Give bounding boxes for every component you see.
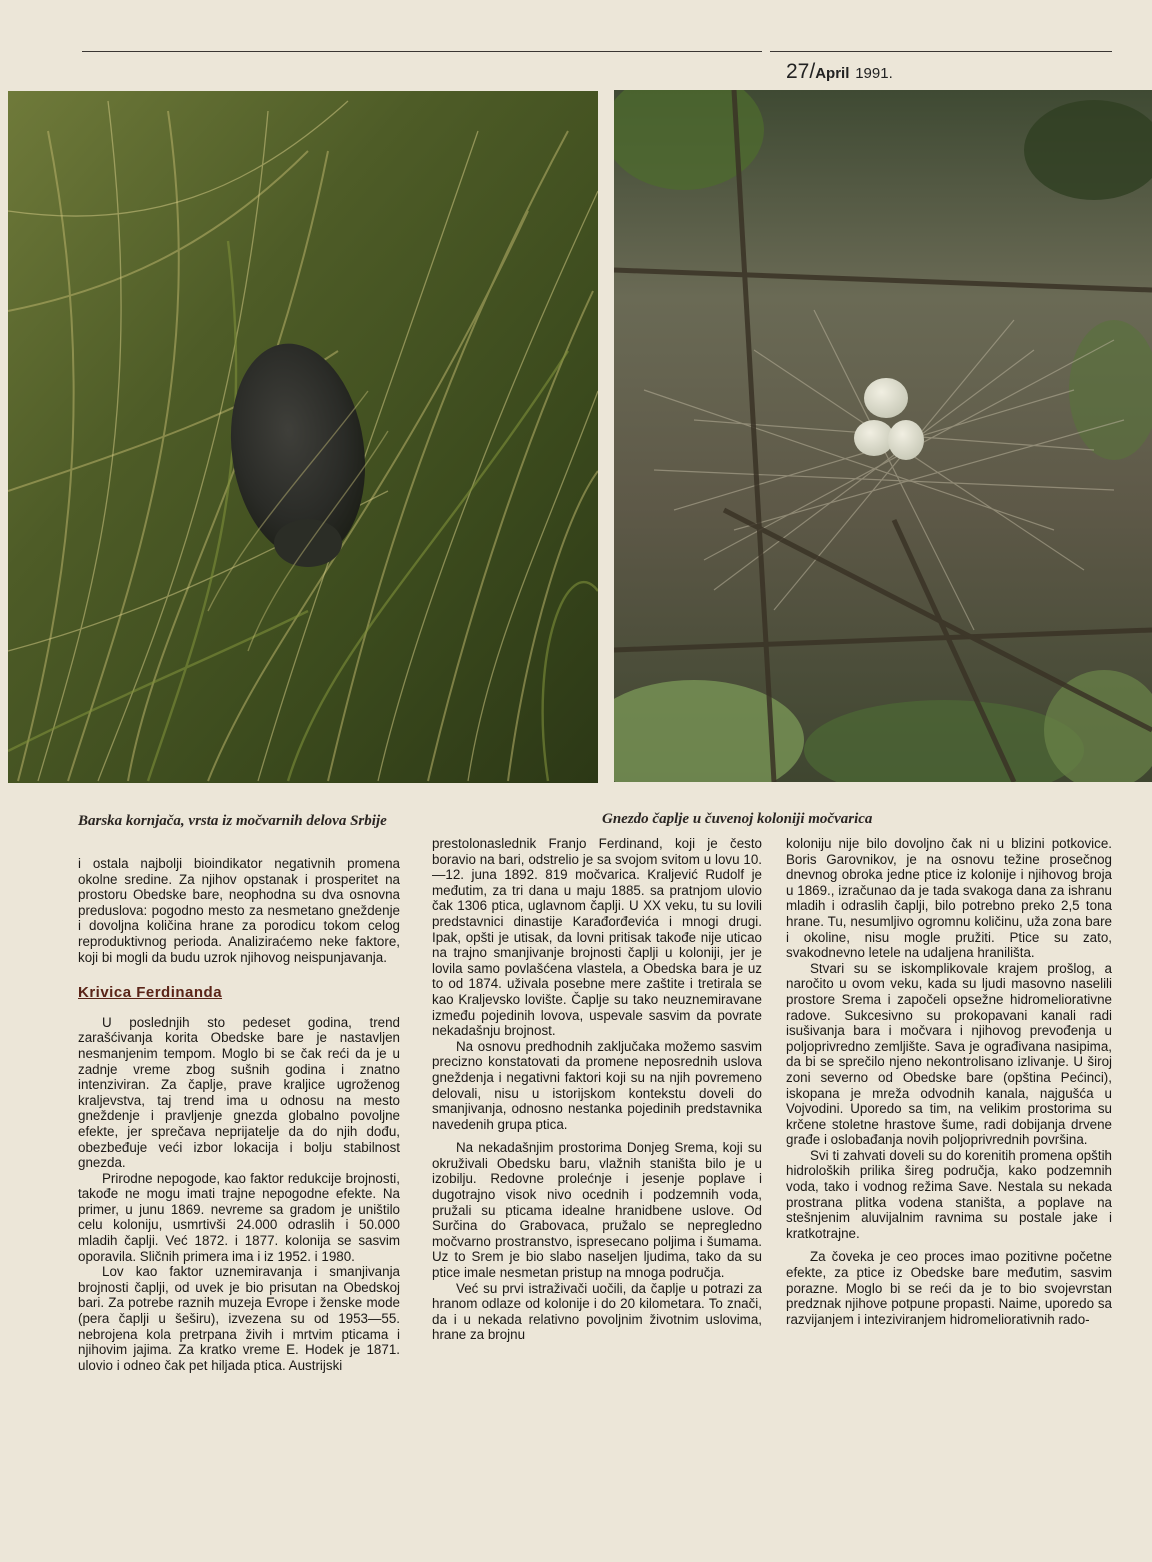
article-column-2 (432, 836, 762, 1343)
turtle-photo-art (8, 91, 598, 783)
article-column-1 (78, 856, 400, 1373)
header-rule-left (82, 51, 762, 52)
paragraph: Na osnovu predhodnih zaključaka možemo sasvim precizno konstatovati da promene neposrednih uslova gneždenja i negativni faktori koji su na njih povremeno delovali, nisu u istorijskom kontekstu doveli do smanjivanja, odnosno nestanka pojedinih predstavnika navedenih grupa ptica. (432, 1038, 762, 1132)
folio-year: 1991. (855, 65, 893, 82)
paragraph: koloniju nije bilo dovoljno čak ni u blizini potkovice. Boris Garovnikov, je na osnovu težine prosečnog dnevnog obroka jedne ptice iz kolonije i njihovog broja u 1869., izračunao da je tada svakoga dana za ishranu mladih i odraslih čaplji, bilo potrebno preko 2,5 tona hrane. Tu, nesumljivo ogromnu količinu, uža zona bare i okoline, nisu mogle pružiti. Ptice su zato, svakodnevno letele na udaljena hranilišta. (786, 836, 1112, 961)
paragraph: U poslednjih sto pedeset godina, trend zarašćivanja korita Obedske bare je nastavljen nesmanjenim tempom. Moglo bi se čak reći da je u zadnje vreme zbog sušnih godina i znatno intenziviran. Za čaplje, prave kraljice ugroženog kraljevstva, taj trend ima u odnosu na mesto gneždenje i pravljenje gnezda globalno povoljne efekte, jer sprečava neprijatelje da do njih dođu, obezbeđuje veći izbor lokacija i bolju stabilnost gnezda. (78, 1014, 400, 1171)
paragraph: prestolonaslednik Franjo Ferdinand, koji je često boravio na bari, odstrelio je sa svojom svitom u lovu 10.—12. juna 1892. 819 močvarica. Kraljević Rudolf je međutim, za tri dana u maju 1885. sa pratnjom ulovio čak 1306 ptica, uglavnom čaplji. U XX veku, tu su lovili predstavnici dinastije Karađorđevića i mnogi drugi. Ipak, opšti je utisak, da lovni pritisak takođe nije uticao na trajno smanjivanje brojnosti čaplji u koloniji, jer je lovila samo povlašćena vlastela, a Obedska bara je uz to od 1874. uživala posebne mere zaštite i tretirala se kao Kraljevsko lovište. Čaplje su tako neuznemiravane između pojedinih lovova, uspevale sasvim da povrate nekadašnju brojnost. (432, 836, 762, 1039)
article-column-3 (786, 836, 1112, 1327)
folio-month: April (815, 65, 850, 82)
turtle-in-grass-photo (8, 91, 598, 783)
paragraph: i ostala najbolji bioindikator negativnih promena okolne sredine. Za njihov opstanak i prosperitet na prostoru Obedske bare, neophodna su dva osnovna preduslova: pogodno mesto za nesmetano gneždenje i dovoljna količina hrane za porodicu tokom celog reproduktivnog perioda. Analiziraćemo neke faktore, koji bi mogli da budu uzrok njihovog neispunjavanja. (78, 856, 400, 965)
paragraph: Prirodne nepogode, kao faktor redukcije brojnosti, takođe ne mogu imati trajne nepogodne efekte. Na primer, u junu 1869. nevreme sa gradom je uništilo celu koloniju, usmrtivši 24.000 odraslih i 50.000 mladih čaplji. Već 1872. i 1877. kolonija se sasvim oporavila. Sličnih primera ima i iz 1952. i 1980. (78, 1170, 400, 1264)
heron-nest-with-eggs-photo (614, 90, 1152, 782)
caption-turtle: Barska kornjača, vrsta iz močvarnih delova Srbije (78, 813, 387, 829)
paragraph: Svi ti zahvati doveli su do korenitih promena opštih hidroloških prilika šireg područja, kako podzemnih voda, tako i vodnog režima Save. Nestala su nekada prostrana plitka vodena staništa, a poplave na stešnjenim aluvijalnim ravnima su postale jake i kratkotrajne. (786, 1147, 1112, 1241)
folio-separator: / (809, 60, 816, 83)
nest-photo-art (614, 90, 1152, 782)
caption-nest: Gnezdo čaplje u čuvenoj koloniji močvarica (602, 811, 873, 827)
page-number: 27 (786, 60, 810, 83)
paragraph: Na nekadašnjim prostorima Donjeg Srema, koji su okruživali Obedsku baru, vlažnih staništa bilo je u izobilju. Redovne prolećnje i jesenje poplave i dugotrajno visok nivo ocednih i podzemnih voda, pružali su pticama idealne hranidbene uslove. Od Surčina do Grabovaca, pružalo se nepregledno močvarno prostranstvo, ispresecano poljima i šumama. Uz to Srem je bio slabo naseljen ljudima, tako da su ptice imale nesmetan pristup na mnoga područja. (432, 1140, 762, 1281)
page-folio (786, 60, 893, 84)
header-rule-right (770, 51, 1112, 52)
paragraph: Za čoveka je ceo proces imao pozitivne početne efekte, za ptice iz Obedske bare međutim, sasvim porazne. Moglo bi se reći da je to bio svojevrstan predznak njihove potpune propasti. Naime, uporedo sa razvijanjem i inteziviranjem hidromeliorativnih rado- (786, 1249, 1112, 1327)
paragraph: Lov kao faktor uznemiravanja i smanjivanja brojnosti čaplji, od uvek je bio prisutan na Obedskoj bari. Za potrebe raznih muzeja Evrope i ženske mode (pera čaplji u šeširu), izvezena su od 1953—55. nebrojena kola pretrpana živih i mrtvim pticama i njihovim jajima. Za kratko vreme E. Hodek je 1871. ulovio i odneo čak pet hiljada ptica. Austrijski (78, 1264, 400, 1373)
paragraph: Stvari su se iskomplikovale krajem prošlog, a naročito u ovom veku, kada su ljudi masovno naselili prostore Srema i započeli opsežne hidromeliorativne radove. Sukcesivno su prokopavani kanali radi isušivanja bara i močvara i njihovog prevođenja u poljoprivredno zemljište. Sava je ograđivana nasipima, da bi se sprečilo njeno nekontrolisano izlivanje. U široj zoni severno od Obedske bare (opština Pećinci), iskopana je mreža odvodnih kanala, najgušća u Vojvodini. Uporedo sa tim, na velikim prostorima su krčene stoletne hrastove šume, radi dobijanja drvene građe i oslobađanja novih poljoprivrednih površina. (786, 960, 1112, 1148)
section-subheading: Krivica Ferdinanda (78, 984, 223, 1002)
paragraph: Već su prvi istraživači uočili, da čaplje u potrazi za hranom odlaze od kolonije i do 20 kilometara. To znači, da i u nekada relativno povoljnim životnim uslovima, hrane za brojnu (432, 1280, 762, 1343)
